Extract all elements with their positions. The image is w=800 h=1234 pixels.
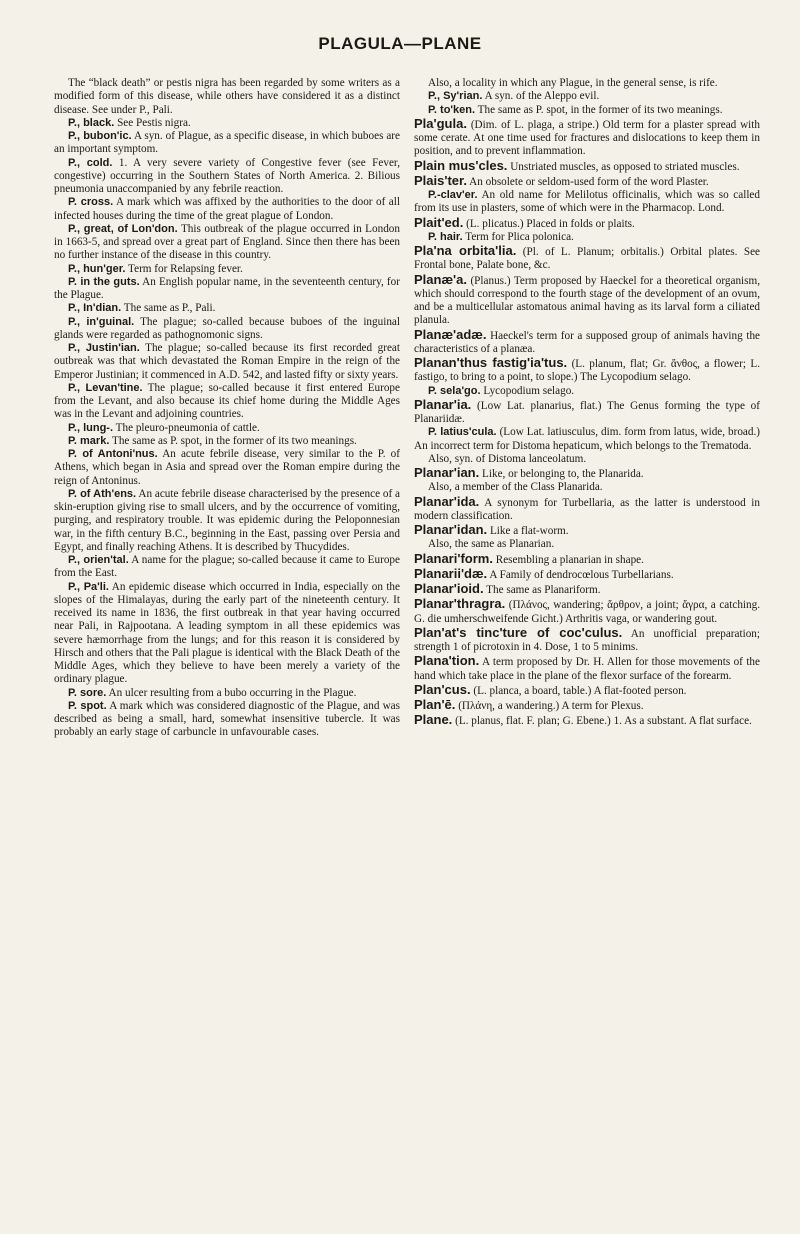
entry-definition: A term proposed by Dr. H. Allen for those movements of the hand which take place in the plane of the flexor surface of the forearm. — [414, 656, 760, 682]
entry-definition: The “black death” or pestis nigra has been regarded by some writers as a modified form of this disease, while others have considered it as a distinct disease. See under P., Pali. — [54, 77, 400, 116]
entry-headword: Pla'na orbita'lia. — [414, 243, 517, 258]
entry-headword: Pla'gula. — [414, 115, 467, 131]
entry-headword: P., lung-. — [68, 421, 114, 434]
entry-definition: (Low Lat. latiusculus, dim. form from latus, wide, broad.) An incorrect term for Distoma hepaticum, which belongs to the Trematoda. — [414, 426, 760, 452]
dictionary-entry — [414, 426, 760, 453]
dictionary-entry — [54, 342, 400, 382]
dictionary-entry — [414, 104, 760, 117]
entry-definition: Also, a member of the Class Planarida. — [428, 481, 603, 494]
entry-definition: Term for Plica polonica. — [465, 230, 574, 243]
dictionary-entry — [54, 263, 400, 276]
entry-definition: An acute febrile disease characterised by the presence of a skin-eruption giving rise to small ulcers, and by the occurrence of vomiting, purging, and respiratory trouble. It was epidemic during the Peloponnesian war, in the fifth century B.C., beginning in the East, passing over Persia and Egypt, and finally reaching Athens. It is described by Thucydides. — [54, 487, 401, 553]
dictionary-entry — [414, 216, 760, 231]
entry-definition: Like a flat-worm. — [489, 525, 569, 537]
entry-headword: Planar'ian. — [414, 465, 480, 480]
dictionary-entry — [414, 90, 760, 103]
entry-headword: P. sela'go. — [428, 384, 481, 397]
dictionary-entry — [414, 597, 760, 626]
entry-headword: Plain mus'cles. — [414, 157, 508, 173]
entry-definition: See Pestis nigra. — [117, 116, 191, 129]
entry-definition: A synonym for Turbellaria, as the latter is understood in modern classification. — [414, 496, 760, 522]
dictionary-entry — [414, 174, 760, 189]
entry-headword: Plan'ē. — [414, 697, 456, 712]
entry-headword: Plait'ed. — [414, 214, 464, 230]
entry-definition: The plague; so-called because it first entered Europe from the Levant, and also because its chief home during the Middle Ages was in the Levant and adjoining countries. — [54, 381, 400, 421]
entry-headword: Planæ'a. — [414, 271, 467, 287]
dictionary-entry — [414, 77, 760, 90]
entry-headword: Planar'idan. — [414, 522, 488, 537]
entry-definition: Resembling a planarian in shape. — [495, 553, 644, 566]
dictionary-entry — [54, 77, 400, 117]
entry-definition: (Low Lat. planarius, flat.) The Genus forming the type of Planariidæ. — [414, 399, 760, 425]
entry-headword: P., Pa'li. — [68, 580, 109, 593]
dictionary-entry — [54, 435, 400, 448]
entry-headword: P. sore. — [68, 686, 107, 699]
entry-headword: Plais'ter. — [414, 172, 467, 188]
entry-definition: (L. planus, flat. F. plan; G. Ebene.) 1. As a substant. A flat surface. — [455, 715, 752, 728]
entry-headword: Planar'ioid. — [414, 581, 484, 596]
dictionary-entry — [414, 582, 760, 597]
entry-headword: P., bubon'ic. — [68, 130, 132, 142]
entry-definition: Also, a locality in which any Plague, in the general sense, is rife. — [428, 77, 718, 89]
dictionary-entry — [414, 159, 760, 174]
dictionary-entry — [54, 422, 400, 435]
entry-definition: An old name for Melilotus officinalis, which was so called from its use in plasters, some of which were in the Pharmacop. Lond. — [414, 189, 760, 215]
dictionary-entry — [414, 453, 760, 466]
entry-headword: Planar'ida. — [414, 493, 480, 509]
dictionary-entry — [414, 328, 760, 357]
dictionary-entry — [414, 654, 760, 683]
entry-headword: P., Sy'rian. — [428, 90, 483, 103]
running-head: PLAGULA—PLANE — [318, 34, 482, 53]
dictionary-entry — [54, 382, 400, 422]
entry-definition: Also, the same as Planarian. — [428, 538, 555, 551]
entry-headword: Plan'cus. — [414, 681, 471, 697]
dictionary-entry — [414, 273, 760, 328]
dictionary-entry — [54, 700, 400, 740]
left-column — [54, 77, 400, 740]
entry-definition: A name for the plague; so-called because it came to Europe from the East. — [54, 554, 400, 580]
dictionary-entry — [414, 189, 760, 216]
entry-definition: The same as P. spot, in the former of its two meanings. — [477, 103, 723, 116]
entry-definition: A mark which was affixed by the authorities to the door of all infected houses during the time of the great plague of London. — [54, 196, 400, 222]
dictionary-entry — [414, 523, 760, 538]
entry-headword: Plane. — [414, 712, 453, 728]
entry-definition: Haeckel's term for a supposed group of animals having the characteristics of a planæa. — [414, 329, 761, 355]
entry-headword: P. of Ath'ens. — [68, 487, 137, 500]
entry-headword: P., Levan'tine. — [68, 381, 143, 394]
entry-definition: The same as P., Pali. — [123, 302, 216, 315]
entry-headword: P., black. — [68, 116, 115, 129]
entry-headword: Plana'tion. — [414, 653, 480, 669]
entry-headword: Planari'form. — [414, 550, 493, 566]
entry-definition: An unofficial preparation; strength 1 of picrotoxin in 4. Dose, 1 to 5 minims. — [414, 627, 760, 653]
dictionary-entry — [54, 276, 400, 303]
dictionary-entry — [414, 244, 760, 273]
dictionary-entry — [54, 130, 400, 157]
entry-definition: An English popular name, in the seventeenth century, for the Plague. — [54, 275, 400, 301]
entry-headword: P. of Antoni'nus. — [68, 448, 158, 460]
entry-headword: P., cold. — [68, 156, 113, 169]
entry-headword: P.-clav'er. — [428, 189, 478, 201]
dictionary-entry — [54, 157, 400, 197]
entry-headword: P., in'guinal. — [68, 315, 135, 328]
dictionary-entry — [54, 117, 400, 130]
entry-headword: P. to'ken. — [428, 103, 476, 116]
entry-definition: (Dim. of L. plaga, a stripe.) Old term for a plaster spread with some cerate. At one time used for fractures and dislocations to keep them in position, and to prevent inflammation. — [414, 118, 760, 158]
entry-definition: (L. planum, flat; Gr. ἄνθος, a flower; L. fastigo, to bring to a point, to slope.) The Lycopodium selago. — [414, 358, 760, 384]
entry-definition: Like, or belonging to, the Planarida. — [482, 468, 644, 480]
entry-definition: The pleuro-pneumonia of cattle. — [115, 421, 260, 434]
entry-definition: A syn. of Plague, as a specific disease, in which buboes are an important symptom. — [54, 130, 401, 156]
entry-definition: An epidemic disease which occurred in India, especially on the slopes of the Himalayas, during the early part of the nineteenth century. It received its name in 1836, the first outbreak in that year having occurred near Pali, in Rajpootana. A leading symptom in all these epidemics was severe hæmorrhage from the lungs; and for this reason it is considered by Hirsch and others that the Pali plague is identical with the Black Death of the Middle Ages, which they believe to have been merely a variety of the ordinary plague. — [54, 580, 400, 686]
dictionary-entry — [414, 481, 760, 494]
entry-definition: The plague; so-called because buboes of the inguinal glands were regarded as pathognomonic signs. — [54, 315, 400, 341]
dictionary-entry — [414, 117, 760, 159]
entry-headword: P., hun'ger. — [68, 262, 126, 275]
dictionary-entry — [414, 231, 760, 244]
entry-definition: Also, syn. of Distoma lanceolatum. — [428, 452, 587, 465]
dictionary-entry — [414, 552, 760, 567]
dictionary-entry — [54, 302, 400, 315]
entry-definition: Lycopodium selago. — [483, 384, 575, 397]
entry-definition: An obsolete or seldom-used form of the word Plaster. — [469, 175, 709, 188]
entry-headword: Planarii'dæ. — [414, 565, 488, 581]
entry-headword: P. spot. — [68, 699, 107, 712]
entry-headword: Planar'ia. — [414, 396, 472, 412]
dictionary-entry — [54, 448, 400, 488]
entry-definition: 1. A very severe variety of Congestive fever (see Fever, congestive) occurring in the Southern States of North America. 2. Bilious pneumonia unaccompanied by any febrile reaction. — [54, 156, 400, 195]
entry-definition: A Family of dendrocœlous Turbellarians. — [489, 568, 674, 581]
entry-definition: The plague; so-called because its first recorded great outbreak was that which devastated the Roman Empire in the reign of the Emperor Justinian; it commenced in A.D. 542, and lasted fifty or sixty years. — [54, 342, 400, 381]
dictionary-entry — [414, 567, 760, 582]
dictionary-entry — [54, 196, 400, 223]
entry-headword: Planar'thragra. — [414, 596, 506, 612]
entry-headword: P., orien'tal. — [68, 554, 129, 566]
entry-headword: Planan'thus fastig'ia'tus. — [414, 355, 568, 370]
dictionary-entry — [414, 538, 760, 551]
entry-definition: An ulcer resulting from a bubo occurring in the Plague. — [108, 686, 357, 699]
entry-definition: (Πλάνη, a wandering.) A term for Plexus. — [458, 700, 644, 712]
dictionary-entry — [414, 385, 760, 398]
entry-definition: (Πλάνος, wandering; ἄρθρον, a joint; ἄγρα, a catching. G. die umherschweifende Gicht.) Arthritis vaga, or wandering gout. — [414, 599, 761, 625]
entry-headword: P., great, of Lon'don. — [68, 222, 178, 235]
entry-headword: P. latius'cula. — [428, 426, 497, 439]
entry-definition: (Pl. of L. Planum; orbitalis.) Orbital plates. See Frontal bone, Palate bone, &c. — [414, 246, 761, 272]
dictionary-entry — [414, 626, 760, 655]
entry-definition: A syn. of the Aleppo evil. — [484, 90, 600, 103]
dictionary-entry — [54, 554, 400, 581]
dictionary-entry — [414, 495, 760, 524]
entry-definition: (L. planca, a board, table.) A flat-footed person. — [473, 684, 687, 697]
entry-headword: P., In'dian. — [68, 302, 122, 315]
entry-headword: Plan'at's tinc'ture of coc'culus. — [414, 624, 623, 640]
entry-headword: P. hair. — [428, 230, 463, 243]
dictionary-entry — [414, 713, 760, 728]
entry-definition: (Planus.) Term proposed by Haeckel for a theoretical organism, which should correspond to the fourth stage of the development of an ovum, and be a multicellular astomatous animal having as its larval form a ciliated planula. — [414, 274, 761, 327]
dictionary-entry — [54, 223, 400, 263]
dictionary-entry — [54, 488, 400, 554]
entry-definition: The same as P. spot, in the former of its two meanings. — [112, 434, 357, 447]
right-column — [414, 77, 760, 729]
dictionary-entry — [54, 687, 400, 700]
entry-headword: P. cross. — [68, 196, 114, 209]
dictionary-entry — [414, 356, 760, 385]
entry-headword: P. mark. — [68, 434, 110, 447]
entry-definition: (L. plicatus.) Placed in folds or plaits. — [466, 217, 635, 230]
dictionary-entry — [414, 398, 760, 427]
entry-definition: Term for Relapsing fever. — [128, 262, 243, 275]
dictionary-entry — [414, 683, 760, 698]
entry-definition: Unstriated muscles, as opposed to striated muscles. — [510, 160, 740, 173]
entry-headword: Planæ'adæ. — [414, 326, 487, 342]
entry-headword: P. in the guts. — [68, 275, 140, 288]
dictionary-entry — [54, 581, 400, 687]
entry-definition: This outbreak of the plague occurred in London in 1663-5, and spread over a great part of England. Since then there has been no further instance of the disease in this country. — [54, 222, 400, 262]
dictionary-entry — [54, 316, 400, 343]
entry-definition: An acute febrile disease, very similar to the P. of Athens, which began in Asia and spread over the Roman empire during the reign of Antoninus. — [54, 448, 400, 487]
entry-definition: A mark which was considered diagnostic of the Plague, and was described as being a small, hard, somewhat insensitive tubercle. It was probably an early stage of carbuncle in unfavourable cases. — [54, 699, 400, 739]
dictionary-entry — [414, 698, 760, 713]
entry-definition: The same as Planariform. — [486, 584, 601, 596]
entry-headword: P., Justin'ian. — [68, 342, 140, 354]
dictionary-entry — [414, 466, 760, 481]
